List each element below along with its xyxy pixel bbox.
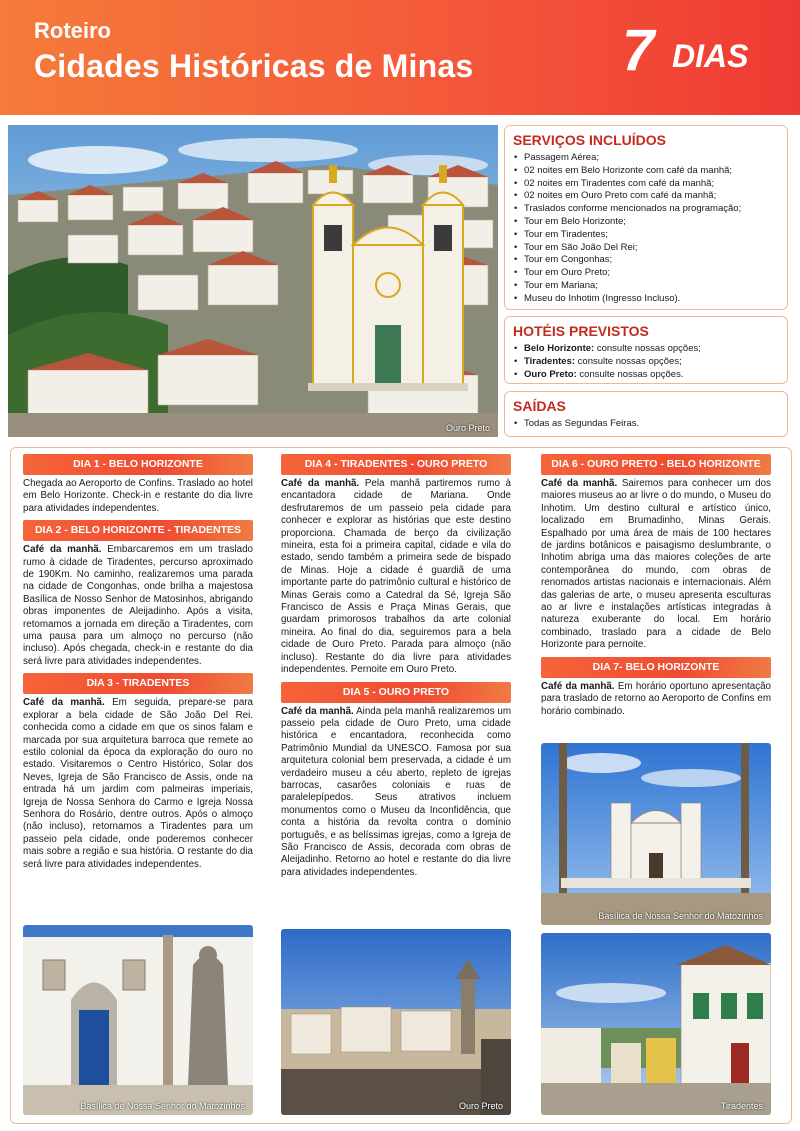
list-item: • Ouro Preto: consulte nossas opções.: [513, 369, 787, 382]
day-1-text: Chegada ao Aeroporto de Confins. Traslado ao hotel em Belo Horizonte. Check-in e restante do dia livre para atividades independentes.: [23, 478, 253, 514]
hotels-box: [504, 316, 788, 384]
list-item: • Tour em Congonhas;: [513, 254, 787, 267]
ouro-preto-church-illustration: [8, 125, 498, 437]
list-item: • 02 noites em Tiradentes com café da manhã;: [513, 178, 787, 191]
hotels-title: HOTÉIS PREVISTOS: [513, 323, 649, 339]
basilica-palms-illustration: [541, 743, 771, 925]
ouro-preto-street-photo: [281, 929, 511, 1115]
day-5-title: DIA 5 - OURO PRETO: [281, 682, 511, 703]
col1-photo-caption: Basílica de Nossa Senhor do Matozinhos: [80, 1101, 245, 1111]
departures-box: [504, 391, 788, 437]
list-item: • Tour em Mariana;: [513, 280, 787, 293]
day-4-text: Café da manhã. Pela manhã partiremos rumo à encantadora cidade de Mariana. Onde desfrutaremos de um passeio pela cidade para conhecer e explorar as histórias que este destino proporciona. Chamada de berço da civilização mineira, esta foi a primeira capital, cidade e vila do estado, sendo também a primeira sede de bispado de Minas. Hoje a cidade é guardiã de uma importante parte do patrimônio cultural e histórico de Minas Gerais como a Catedral da Sé, Igreja São Francisco de Assis e Praça Minas Gerais, que guardam primorosos trabalhos da arte colonial mineira. Ao final do dia, seguiremos para a bela cidade de Ouro Preto. Parada para almoço (não incluso). Restante do dia livre para atividades independentes. Pernoite em Ouro Preto.: [281, 478, 511, 676]
itinerary-column-1: [23, 454, 253, 876]
departures-list: [505, 418, 787, 431]
day-7-title: DIA 7- BELO HORIZONTE: [541, 657, 771, 678]
day-2-title: DIA 2 - BELO HORIZONTE - TIRADENTES: [23, 520, 253, 541]
days-number: 7: [622, 18, 655, 83]
page-title: Cidades Históricas de Minas: [34, 48, 474, 84]
services-list: [505, 152, 787, 306]
day-1-title: DIA 1 - BELO HORIZONTE: [23, 454, 253, 475]
main-photo-caption: Ouro Preto: [445, 423, 490, 433]
day-6-text: Café da manhã. Sairemos para conhecer um dos maiores museus ao ar livre o do mundo, o Museu do Inhotim. Um destino cultural e artístico único, localizado em Brumadinho, Minas Gerais. Espalhado por uma área de mais de 100 hectares de jardins botânicos e paisagismo deslumbrante, o Inhotim abriga uma das maiores coleções de arte contemporânea do mundo, com obras de renomados artistas nacionais e internacionais. Além das galerias de arte, o museu apresenta esculturas ao ar livre e instalações artísticas integradas à natureza exuberante do local. Em horário combinado, traslado para a cidade de Belo Horizonte para pernoite.: [541, 478, 771, 651]
list-item: • Museu do Inhotim (Ingresso Incluso).: [513, 293, 787, 306]
day-4-title: DIA 4 - TIRADENTES - OURO PRETO: [281, 454, 511, 475]
list-item: • Traslados conforme mencionados na programação;: [513, 203, 787, 216]
services-title: SERVIÇOS INCLUÍDOS: [513, 132, 666, 148]
list-item: • 02 noites em Belo Horizonte com café da manhã;: [513, 165, 787, 178]
services-box: [504, 125, 788, 310]
itinerary-column-3: [541, 454, 771, 723]
col3a-photo-caption: Basílica de Nossa Senhor do Matozinhos: [598, 911, 763, 921]
list-item: • Belo Horizonte: consulte nossas opções;: [513, 343, 787, 356]
basilica-palms-photo: [541, 743, 771, 925]
basilica-doorway-illustration: [23, 925, 253, 1115]
header-banner: [0, 0, 800, 115]
day-5-text: Café da manhã. Ainda pela manhã realizaremos um passeio pela cidade de Ouro Preto, uma cidade histórica e encantadora, reconhecida como Patrimônio Mundial da UNESCO. Famosa por sua arquitetura colonial bem preservada, a cidade é um verdadeiro museu a céu aberto, repleto de igrejas barrocas, casarões coloniais e ruas de paralelepípedos. Seus atrativos incluem monumentos como o Museu da Inconfidência, que conta a história da revolta contra o domínio português, e as belíssimas igrejas, como a Igreja de São Francisco de Assis, decorada com obras de Aleijadinho. Retorno ao hotel e restante do dia livre para atividades independentes.: [281, 705, 511, 878]
list-item: • Passagem Aérea;: [513, 152, 787, 165]
list-item: • Tour em Belo Horizonte;: [513, 216, 787, 229]
col2-photo-caption: Ouro Preto: [458, 1101, 503, 1111]
list-item: • Tour em Ouro Preto;: [513, 267, 787, 280]
day-7-text: Café da manhã. Em horário oportuno apresentação para traslado de retorno ao Aeroporto de Confins em horário combinado.: [541, 680, 771, 717]
day-3-title: DIA 3 - TIRADENTES: [23, 673, 253, 694]
days-word: DIAS: [672, 38, 749, 74]
departures-title: SAÍDAS: [513, 398, 566, 414]
day-6-title: DIA 6 - OURO PRETO - BELO HORIZONTE: [541, 454, 771, 475]
itinerary-column-2: [281, 454, 511, 884]
day-2-text: Café da manhã. Embarcaremos em um traslado rumo à cidade de Tiradentes, percurso aproximado de 190Km. No caminho, realizaremos uma parada na cidade de Congonhas, onde brilha a majestosa Basílica de Nosso Senhor de Matosinhos, abrigando obras imponentes de Aleijadinho. Após a visita, retomamos a jornada em direção a Tiradentes, com uma pausa para um almoço no percurso (não incluso). Após chegada, check-in e restante do dia será livre para atividades independentes.: [23, 544, 253, 667]
ouro-preto-main-photo: [8, 125, 498, 437]
list-item: • Tiradentes: consulte nossas opções;: [513, 356, 787, 369]
header-kicker: Roteiro: [34, 18, 111, 43]
list-item: • Todas as Segundas Feiras.: [513, 418, 787, 431]
list-item: • 02 noites em Ouro Preto com café da manhã;: [513, 190, 787, 203]
itinerary-panel: [10, 447, 792, 1124]
day-3-text: Café da manhã. Em seguida, prepare-se para explorar a bela cidade de São João Del Rei. conhecida como a cidade em que os sinos falam e marcada por sua arquitetura barroca que remete ao estilo colonial da época da exploração do ouro no estado. Visitaremos o Centro Histórico, Solar dos Neves, Igreja de São Francisco de Assis, onde na entrada há um jardim com palmeiras imperiais, Igreja de Nossa Senhora do Carmo e Igreja Nossa Senhora do Rosário, dentre outros. Após o almoço (não incluso), retornamos a Tiradentes para um passeio pela cidade, onde poderemos conhecer mais sobre a região e sua história. O restante do dia será livre para atividades independentes.: [23, 697, 253, 870]
basilica-doorway-photo: [23, 925, 253, 1115]
tiradentes-illustration: [541, 933, 771, 1115]
ouro-preto-street-illustration: [281, 929, 511, 1115]
hotels-list: [505, 343, 787, 381]
tiradentes-photo: [541, 933, 771, 1115]
list-item: • Tour em Tiradentes;: [513, 229, 787, 242]
list-item: • Tour em São João Del Rei;: [513, 242, 787, 255]
col3b-photo-caption: Tiradentes: [720, 1101, 763, 1111]
